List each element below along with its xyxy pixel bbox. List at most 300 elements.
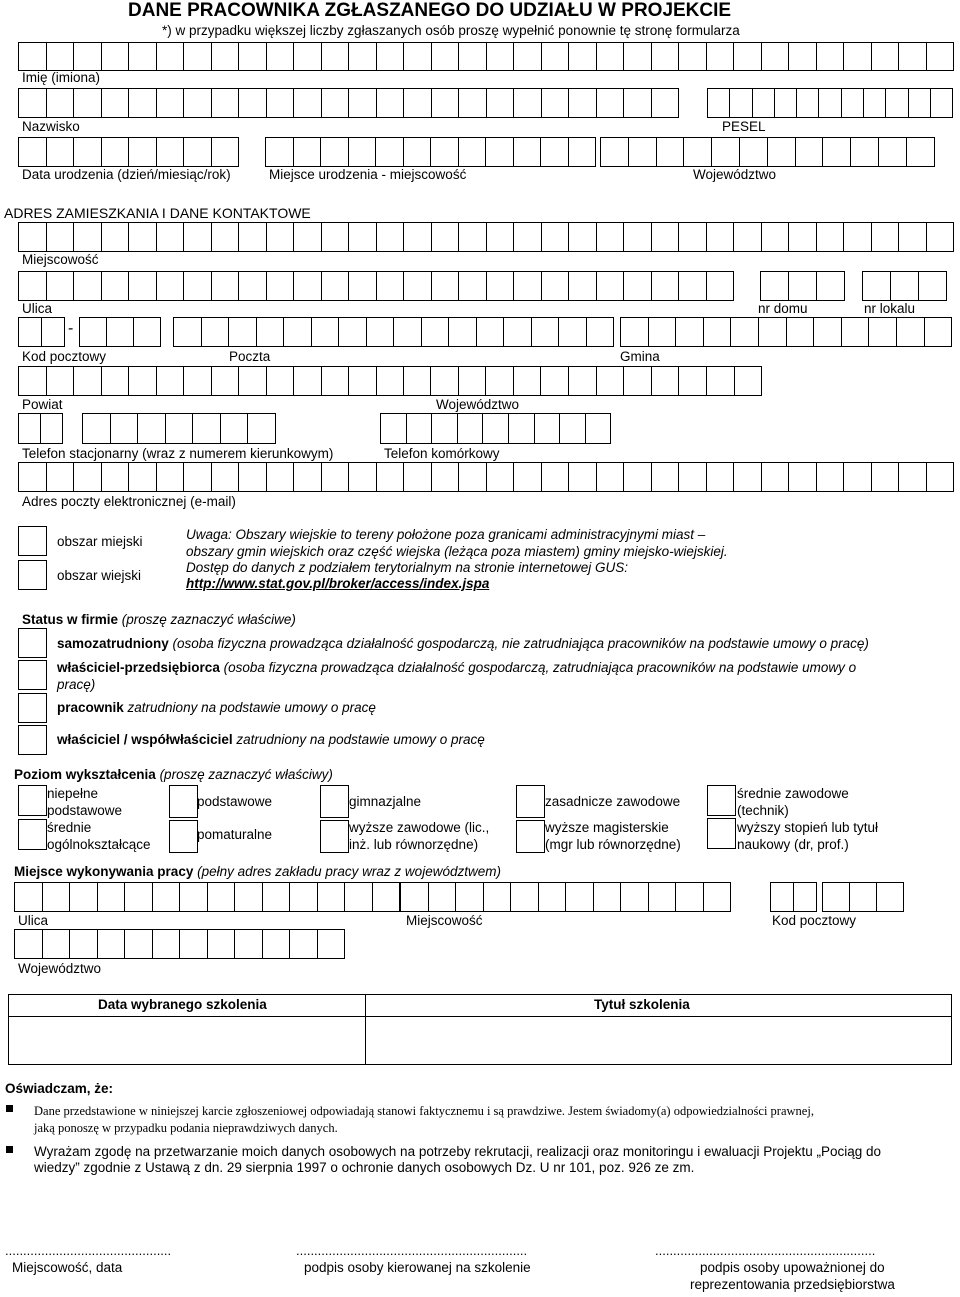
- input-cell[interactable]: [348, 137, 377, 167]
- county-cells[interactable]: [18, 366, 432, 396]
- input-cell[interactable]: [403, 137, 432, 167]
- input-cell[interactable]: [596, 42, 625, 71]
- input-cell[interactable]: [703, 882, 732, 912]
- input-cell[interactable]: [344, 882, 373, 912]
- input-cell[interactable]: [73, 88, 102, 118]
- workplace-postal-cells-1[interactable]: [770, 882, 817, 912]
- input-cell[interactable]: [293, 137, 322, 167]
- input-cell[interactable]: [656, 137, 685, 167]
- input-cell[interactable]: [513, 88, 542, 118]
- input-cell[interactable]: [770, 882, 794, 912]
- input-cell[interactable]: [739, 137, 768, 167]
- input-cell[interactable]: [796, 88, 819, 118]
- input-cell[interactable]: [678, 366, 707, 396]
- gus-link[interactable]: http://www.stat.gov.pl/broker/access/index.jspa: [186, 576, 490, 591]
- input-cell[interactable]: [183, 222, 212, 252]
- input-cell[interactable]: [348, 88, 377, 118]
- input-cell[interactable]: [455, 882, 484, 912]
- input-cell[interactable]: [348, 42, 377, 71]
- input-cell[interactable]: [211, 222, 240, 252]
- input-cell[interactable]: [101, 42, 130, 71]
- input-cell[interactable]: [128, 137, 157, 167]
- first-name-cells[interactable]: [18, 42, 954, 71]
- input-cell[interactable]: [128, 88, 157, 118]
- input-cell[interactable]: [311, 317, 340, 347]
- input-cell[interactable]: [538, 882, 567, 912]
- input-cell[interactable]: [348, 462, 377, 492]
- input-cell[interactable]: [247, 413, 276, 444]
- input-cell[interactable]: [596, 88, 625, 118]
- input-cell[interactable]: [124, 882, 153, 912]
- input-cell[interactable]: [183, 462, 212, 492]
- input-cell[interactable]: [628, 137, 657, 167]
- input-cell[interactable]: [376, 271, 405, 301]
- input-cell[interactable]: [400, 882, 429, 912]
- workplace-city-cells[interactable]: [400, 882, 731, 912]
- input-cell[interactable]: [73, 462, 102, 492]
- input-cell[interactable]: [898, 462, 927, 492]
- input-cell[interactable]: [403, 271, 432, 301]
- input-cell[interactable]: [623, 88, 652, 118]
- input-cell[interactable]: [733, 462, 762, 492]
- input-cell[interactable]: [238, 271, 267, 301]
- input-cell[interactable]: [734, 366, 763, 396]
- input-cell[interactable]: [179, 929, 208, 959]
- input-cell[interactable]: [156, 222, 185, 252]
- input-cell[interactable]: [238, 42, 267, 71]
- input-cell[interactable]: [338, 317, 367, 347]
- edu-lower-secondary-checkbox[interactable]: [320, 785, 349, 818]
- input-cell[interactable]: [128, 271, 157, 301]
- input-cell[interactable]: [540, 137, 569, 167]
- input-cell[interactable]: [403, 42, 432, 71]
- input-cell[interactable]: [486, 42, 515, 71]
- input-cell[interactable]: [97, 882, 126, 912]
- input-cell[interactable]: [348, 271, 377, 301]
- input-cell[interactable]: [179, 882, 208, 912]
- input-cell[interactable]: [513, 42, 542, 71]
- input-cell[interactable]: [42, 929, 71, 959]
- input-cell[interactable]: [651, 462, 680, 492]
- input-cell[interactable]: [156, 137, 185, 167]
- input-cell[interactable]: [73, 222, 102, 252]
- status-self-employed-checkbox[interactable]: [18, 628, 47, 658]
- input-cell[interactable]: [448, 317, 477, 347]
- input-cell[interactable]: [816, 462, 845, 492]
- input-cell[interactable]: [707, 88, 730, 118]
- postal-code-cells-2[interactable]: [79, 317, 161, 347]
- input-cell[interactable]: [82, 413, 111, 444]
- input-cell[interactable]: [458, 271, 487, 301]
- input-cell[interactable]: [46, 222, 75, 252]
- input-cell[interactable]: [541, 42, 570, 71]
- input-cell[interactable]: [266, 366, 295, 396]
- status-owner-entrepreneur-checkbox[interactable]: [18, 660, 47, 690]
- input-cell[interactable]: [376, 42, 405, 71]
- input-cell[interactable]: [321, 42, 350, 71]
- last-name-cells[interactable]: [18, 88, 679, 118]
- input-cell[interactable]: [293, 222, 322, 252]
- input-cell[interactable]: [393, 317, 422, 347]
- input-cell[interactable]: [152, 882, 181, 912]
- input-cell[interactable]: [620, 317, 649, 347]
- input-cell[interactable]: [317, 882, 346, 912]
- edu-general-secondary-checkbox[interactable]: [18, 819, 47, 850]
- house-no-cells[interactable]: [760, 271, 845, 301]
- commune-cells[interactable]: [620, 317, 952, 347]
- input-cell[interactable]: [41, 317, 65, 347]
- input-cell[interactable]: [795, 137, 824, 167]
- input-cell[interactable]: [706, 271, 735, 301]
- input-cell[interactable]: [211, 366, 240, 396]
- input-cell[interactable]: [733, 222, 762, 252]
- input-cell[interactable]: [156, 271, 185, 301]
- input-cell[interactable]: [317, 929, 346, 959]
- flat-no-cells[interactable]: [862, 271, 947, 301]
- input-cell[interactable]: [238, 462, 267, 492]
- input-cell[interactable]: [843, 42, 872, 71]
- input-cell[interactable]: [46, 462, 75, 492]
- input-cell[interactable]: [106, 317, 134, 347]
- input-cell[interactable]: [706, 462, 735, 492]
- input-cell[interactable]: [376, 222, 405, 252]
- input-cell[interactable]: [348, 366, 377, 396]
- input-cell[interactable]: [431, 222, 460, 252]
- input-cell[interactable]: [293, 271, 322, 301]
- rural-checkbox[interactable]: [18, 560, 47, 590]
- input-cell[interactable]: [173, 317, 202, 347]
- input-cell[interactable]: [321, 462, 350, 492]
- input-cell[interactable]: [733, 42, 762, 71]
- input-cell[interactable]: [788, 462, 817, 492]
- input-cell[interactable]: [18, 137, 47, 167]
- input-cell[interactable]: [476, 317, 505, 347]
- input-cell[interactable]: [565, 882, 594, 912]
- input-cell[interactable]: [234, 882, 263, 912]
- input-cell[interactable]: [403, 462, 432, 492]
- input-cell[interactable]: [885, 88, 908, 118]
- input-cell[interactable]: [620, 882, 649, 912]
- input-cell[interactable]: [458, 42, 487, 71]
- input-cell[interactable]: [841, 88, 864, 118]
- input-cell[interactable]: [293, 42, 322, 71]
- input-cell[interactable]: [788, 271, 817, 301]
- workplace-postal-cells-2[interactable]: [822, 882, 904, 912]
- input-cell[interactable]: [926, 462, 955, 492]
- input-cell[interactable]: [788, 222, 817, 252]
- input-cell[interactable]: [586, 317, 615, 347]
- input-cell[interactable]: [211, 271, 240, 301]
- input-cell[interactable]: [376, 366, 405, 396]
- input-cell[interactable]: [321, 271, 350, 301]
- input-cell[interactable]: [18, 413, 41, 444]
- input-cell[interactable]: [513, 462, 542, 492]
- input-cell[interactable]: [133, 317, 161, 347]
- input-cell[interactable]: [585, 413, 612, 444]
- input-cell[interactable]: [220, 413, 249, 444]
- input-cell[interactable]: [678, 462, 707, 492]
- input-cell[interactable]: [431, 462, 460, 492]
- input-cell[interactable]: [40, 413, 63, 444]
- input-cell[interactable]: [918, 271, 947, 301]
- input-cell[interactable]: [761, 462, 790, 492]
- edu-incomplete-primary-checkbox[interactable]: [18, 785, 47, 816]
- input-cell[interactable]: [568, 42, 597, 71]
- input-cell[interactable]: [266, 462, 295, 492]
- input-cell[interactable]: [376, 88, 405, 118]
- input-cell[interactable]: [926, 42, 955, 71]
- input-cell[interactable]: [293, 366, 322, 396]
- input-cell[interactable]: [648, 317, 677, 347]
- street-cells[interactable]: [18, 271, 734, 301]
- mobile-cells[interactable]: [380, 413, 611, 444]
- input-cell[interactable]: [289, 882, 318, 912]
- input-cell[interactable]: [868, 317, 897, 347]
- input-cell[interactable]: [137, 413, 166, 444]
- input-cell[interactable]: [675, 882, 704, 912]
- input-cell[interactable]: [752, 88, 775, 118]
- landline-cells-1[interactable]: [18, 413, 63, 444]
- input-cell[interactable]: [183, 271, 212, 301]
- post-office-cells[interactable]: [173, 317, 614, 347]
- edu-post-secondary-checkbox[interactable]: [169, 820, 198, 853]
- input-cell[interactable]: [283, 317, 312, 347]
- input-cell[interactable]: [482, 413, 509, 444]
- input-cell[interactable]: [486, 222, 515, 252]
- input-cell[interactable]: [898, 222, 927, 252]
- input-cell[interactable]: [128, 222, 157, 252]
- birth-date-cells[interactable]: [18, 137, 239, 167]
- landline-cells-2[interactable]: [82, 413, 276, 444]
- input-cell[interactable]: [211, 42, 240, 71]
- status-employee-checkbox[interactable]: [18, 693, 47, 723]
- input-cell[interactable]: [403, 88, 432, 118]
- input-cell[interactable]: [486, 462, 515, 492]
- input-cell[interactable]: [165, 413, 194, 444]
- input-cell[interactable]: [431, 413, 458, 444]
- input-cell[interactable]: [152, 929, 181, 959]
- input-cell[interactable]: [183, 137, 212, 167]
- input-cell[interactable]: [648, 882, 677, 912]
- input-cell[interactable]: [924, 317, 953, 347]
- input-cell[interactable]: [380, 413, 407, 444]
- input-cell[interactable]: [46, 42, 75, 71]
- input-cell[interactable]: [18, 222, 47, 252]
- input-cell[interactable]: [124, 929, 153, 959]
- input-cell[interactable]: [375, 137, 404, 167]
- input-cell[interactable]: [508, 413, 535, 444]
- edu-primary-checkbox[interactable]: [169, 785, 198, 818]
- input-cell[interactable]: [183, 88, 212, 118]
- input-cell[interactable]: [878, 137, 907, 167]
- input-cell[interactable]: [79, 317, 107, 347]
- input-cell[interactable]: [348, 222, 377, 252]
- input-cell[interactable]: [623, 271, 652, 301]
- input-cell[interactable]: [926, 222, 955, 252]
- input-cell[interactable]: [430, 137, 459, 167]
- input-cell[interactable]: [558, 317, 587, 347]
- input-cell[interactable]: [513, 137, 542, 167]
- input-cell[interactable]: [788, 42, 817, 71]
- input-cell[interactable]: [431, 88, 460, 118]
- input-cell[interactable]: [513, 222, 542, 252]
- city-cells[interactable]: [18, 222, 954, 252]
- input-cell[interactable]: [596, 222, 625, 252]
- input-cell[interactable]: [457, 413, 484, 444]
- input-cell[interactable]: [600, 137, 629, 167]
- input-cell[interactable]: [486, 271, 515, 301]
- input-cell[interactable]: [18, 42, 47, 71]
- input-cell[interactable]: [534, 413, 561, 444]
- input-cell[interactable]: [46, 366, 75, 396]
- input-cell[interactable]: [898, 42, 927, 71]
- input-cell[interactable]: [822, 882, 850, 912]
- input-cell[interactable]: [596, 366, 625, 396]
- input-cell[interactable]: [14, 882, 43, 912]
- input-cell[interactable]: [403, 366, 432, 396]
- input-cell[interactable]: [321, 366, 350, 396]
- input-cell[interactable]: [266, 271, 295, 301]
- input-cell[interactable]: [568, 137, 597, 167]
- input-cell[interactable]: [760, 271, 789, 301]
- input-cell[interactable]: [541, 222, 570, 252]
- input-cell[interactable]: [843, 222, 872, 252]
- input-cell[interactable]: [46, 88, 75, 118]
- input-cell[interactable]: [321, 88, 350, 118]
- input-cell[interactable]: [73, 137, 102, 167]
- input-cell[interactable]: [711, 137, 740, 167]
- input-cell[interactable]: [485, 366, 514, 396]
- input-cell[interactable]: [623, 462, 652, 492]
- input-cell[interactable]: [458, 88, 487, 118]
- input-cell[interactable]: [675, 317, 704, 347]
- input-cell[interactable]: [486, 88, 515, 118]
- input-cell[interactable]: [758, 317, 787, 347]
- input-cell[interactable]: [683, 137, 712, 167]
- input-cell[interactable]: [513, 271, 542, 301]
- input-cell[interactable]: [406, 413, 433, 444]
- input-cell[interactable]: [266, 88, 295, 118]
- input-cell[interactable]: [289, 929, 318, 959]
- input-cell[interactable]: [366, 317, 395, 347]
- status-co-owner-checkbox[interactable]: [18, 725, 47, 755]
- input-cell[interactable]: [18, 366, 47, 396]
- input-cell[interactable]: [431, 42, 460, 71]
- input-cell[interactable]: [651, 271, 680, 301]
- input-cell[interactable]: [421, 317, 450, 347]
- input-cell[interactable]: [706, 42, 735, 71]
- input-cell[interactable]: [906, 137, 935, 167]
- input-cell[interactable]: [849, 882, 877, 912]
- input-cell[interactable]: [238, 366, 267, 396]
- input-cell[interactable]: [14, 929, 43, 959]
- input-cell[interactable]: [110, 413, 139, 444]
- input-cell[interactable]: [201, 317, 230, 347]
- input-cell[interactable]: [320, 137, 349, 167]
- input-cell[interactable]: [69, 929, 98, 959]
- input-cell[interactable]: [871, 222, 900, 252]
- input-cell[interactable]: [266, 42, 295, 71]
- input-cell[interactable]: [256, 317, 285, 347]
- edu-vocational-checkbox[interactable]: [516, 785, 545, 818]
- input-cell[interactable]: [761, 222, 790, 252]
- input-cell[interactable]: [18, 271, 47, 301]
- input-cell[interactable]: [183, 366, 212, 396]
- input-cell[interactable]: [458, 137, 487, 167]
- input-cell[interactable]: [101, 462, 130, 492]
- input-cell[interactable]: [101, 271, 130, 301]
- input-cell[interactable]: [458, 366, 487, 396]
- input-cell[interactable]: [678, 222, 707, 252]
- birth-place-cells[interactable]: [265, 137, 596, 167]
- input-cell[interactable]: [593, 882, 622, 912]
- input-cell[interactable]: [651, 366, 680, 396]
- edu-doctorate-checkbox[interactable]: [707, 818, 736, 849]
- input-cell[interactable]: [238, 222, 267, 252]
- input-cell[interactable]: [46, 271, 75, 301]
- input-cell[interactable]: [822, 137, 851, 167]
- input-cell[interactable]: [876, 882, 904, 912]
- input-cell[interactable]: [568, 88, 597, 118]
- input-cell[interactable]: [651, 222, 680, 252]
- input-cell[interactable]: [623, 42, 652, 71]
- input-cell[interactable]: [863, 88, 886, 118]
- input-cell[interactable]: [540, 366, 569, 396]
- input-cell[interactable]: [541, 88, 570, 118]
- input-cell[interactable]: [818, 88, 841, 118]
- input-cell[interactable]: [568, 366, 597, 396]
- input-cell[interactable]: [73, 271, 102, 301]
- input-cell[interactable]: [73, 366, 102, 396]
- input-cell[interactable]: [568, 271, 597, 301]
- input-cell[interactable]: [841, 317, 870, 347]
- input-cell[interactable]: [786, 317, 815, 347]
- input-cell[interactable]: [896, 317, 925, 347]
- input-cell[interactable]: [513, 366, 542, 396]
- input-cell[interactable]: [101, 88, 130, 118]
- input-cell[interactable]: [69, 882, 98, 912]
- input-cell[interactable]: [128, 462, 157, 492]
- urban-checkbox[interactable]: [18, 526, 47, 556]
- input-cell[interactable]: [372, 882, 401, 912]
- input-cell[interactable]: [908, 88, 931, 118]
- input-cell[interactable]: [262, 929, 291, 959]
- input-cell[interactable]: [265, 137, 294, 167]
- input-cell[interactable]: [678, 42, 707, 71]
- input-cell[interactable]: [596, 462, 625, 492]
- address-voivodeship-cells[interactable]: [430, 366, 762, 396]
- input-cell[interactable]: [403, 222, 432, 252]
- input-cell[interactable]: [234, 929, 263, 959]
- input-cell[interactable]: [729, 88, 752, 118]
- input-cell[interactable]: [428, 882, 457, 912]
- input-cell[interactable]: [128, 42, 157, 71]
- training-title-input[interactable]: [366, 1017, 951, 1064]
- input-cell[interactable]: [156, 462, 185, 492]
- input-cell[interactable]: [211, 137, 240, 167]
- input-cell[interactable]: [156, 366, 185, 396]
- input-cell[interactable]: [568, 222, 597, 252]
- input-cell[interactable]: [623, 366, 652, 396]
- input-cell[interactable]: [458, 222, 487, 252]
- input-cell[interactable]: [816, 42, 845, 71]
- input-cell[interactable]: [18, 317, 42, 347]
- input-cell[interactable]: [706, 366, 735, 396]
- input-cell[interactable]: [156, 88, 185, 118]
- input-cell[interactable]: [483, 882, 512, 912]
- input-cell[interactable]: [321, 222, 350, 252]
- input-cell[interactable]: [238, 88, 267, 118]
